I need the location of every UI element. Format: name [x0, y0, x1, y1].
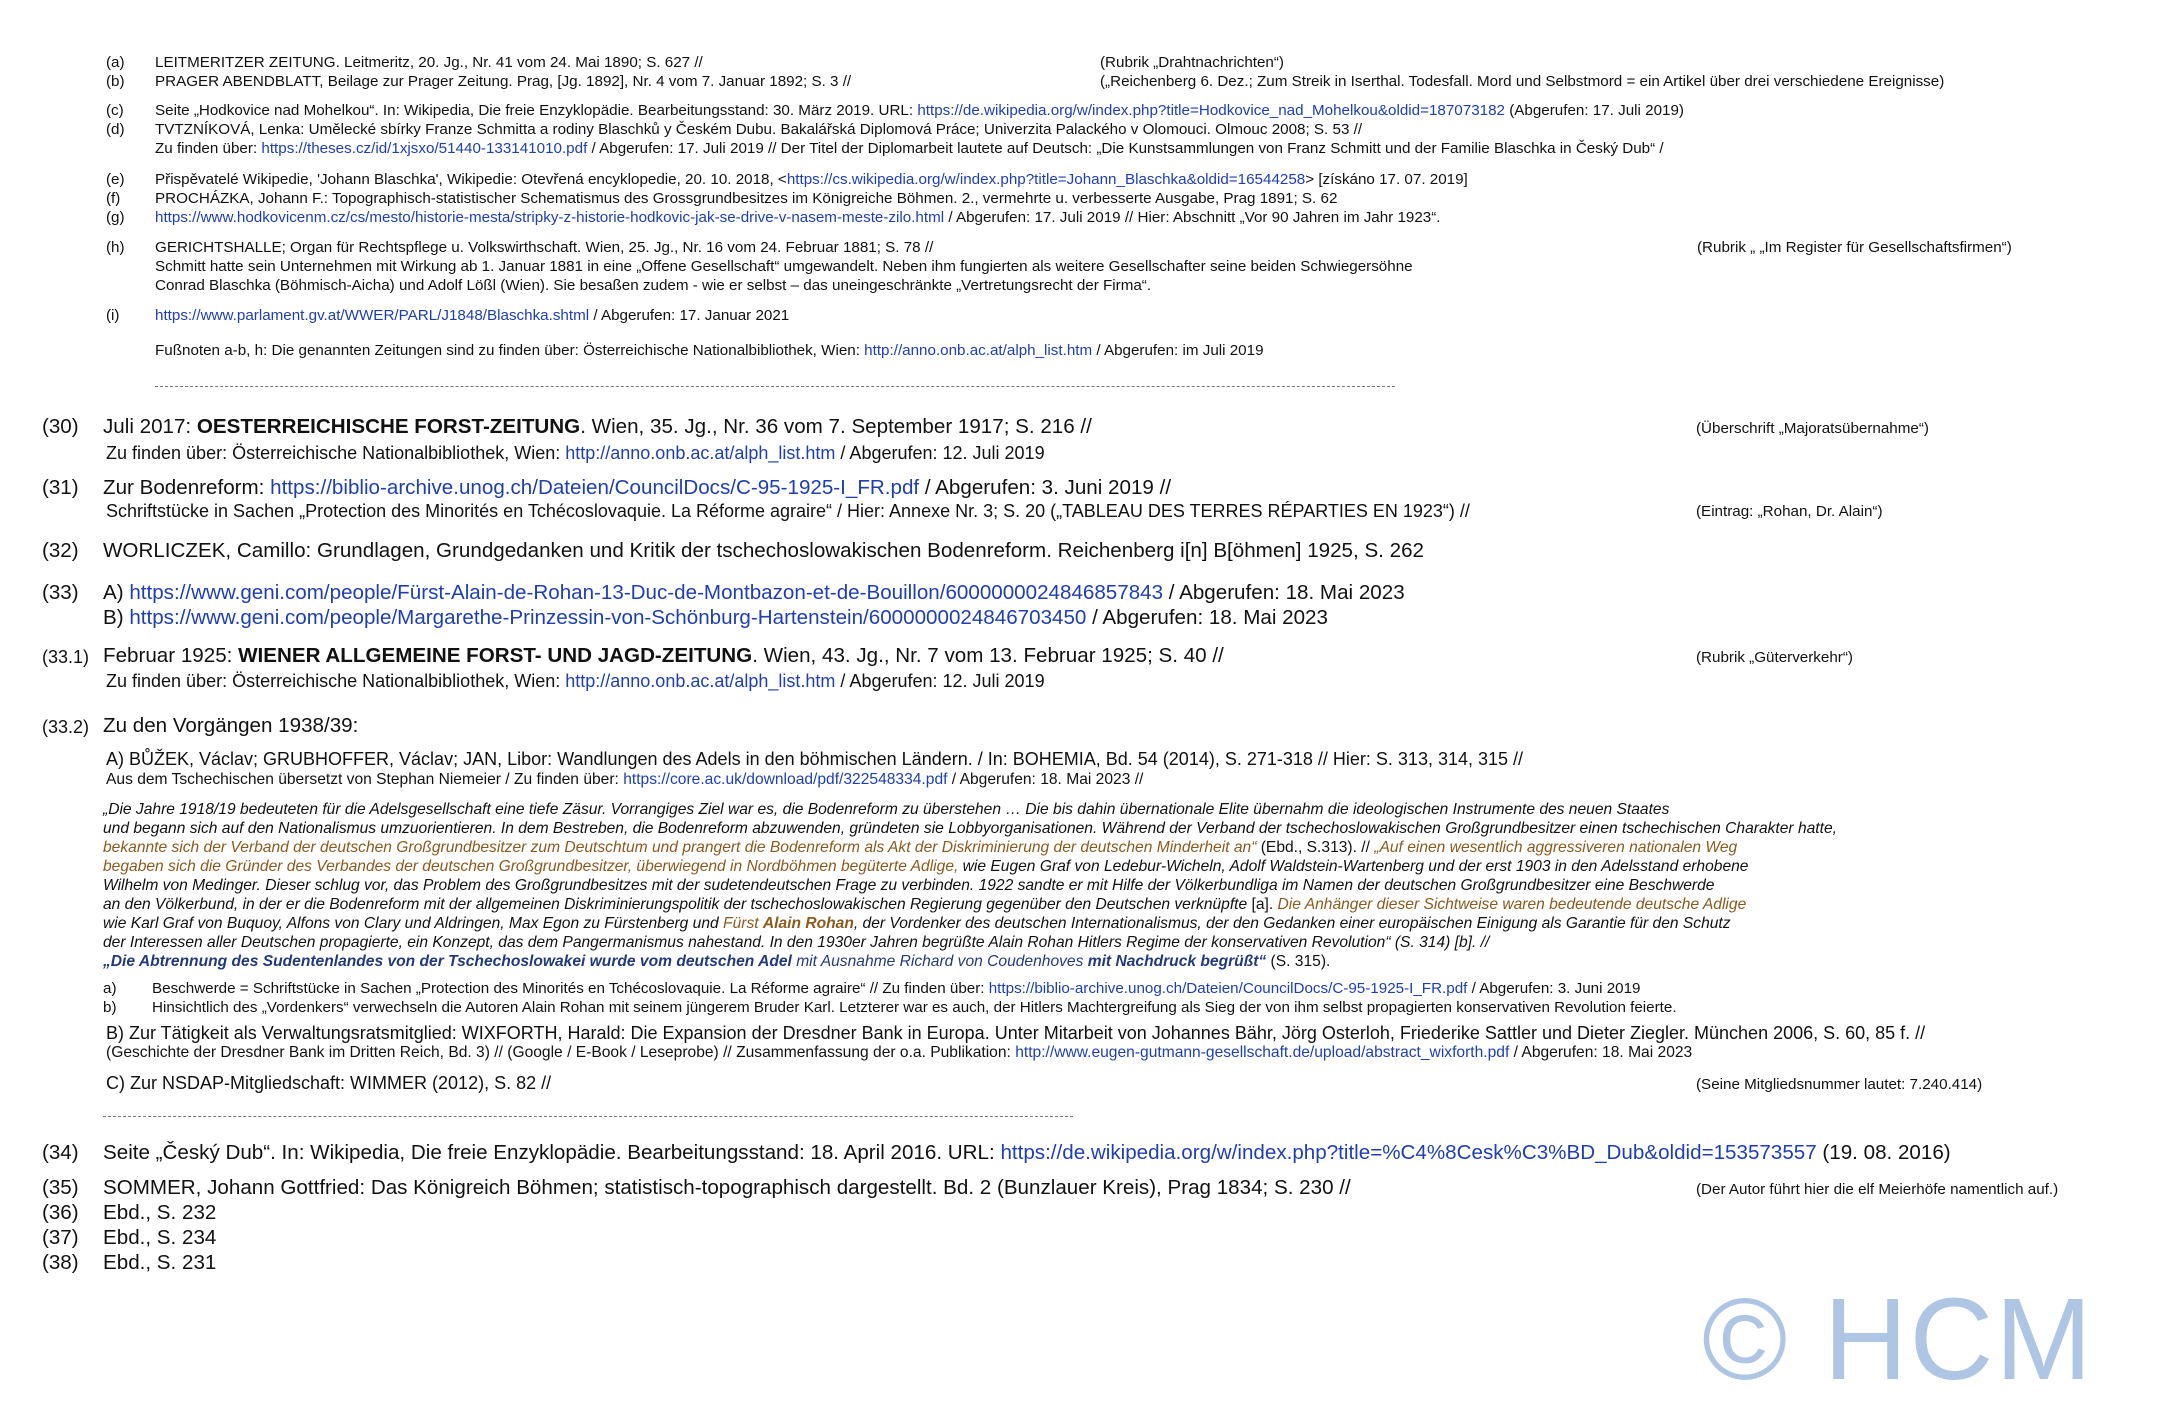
quote-line: [103, 838, 1737, 857]
label-d: (d): [106, 121, 125, 138]
label-b: (b): [106, 73, 125, 90]
entry-33-1-note: (Rubrik „Güterverkehr“): [1696, 649, 1853, 666]
footnote-label-b: b): [103, 999, 117, 1016]
entry-33-b-post: / Abgerufen: 18. Mai 2023: [1086, 606, 1328, 629]
quote-line: und begann sich auf den Nationalismus umzuorientieren. In dem Bestreben, die Bodenreform abzuwenden, gründeten sie Lobbyorganisationen. Während der Verband der tschechoslowakischen Großgrundbesitzer einen tschechischen Charakter hatte,: [103, 820, 1837, 837]
label-c: (c): [106, 102, 124, 119]
entry-33-a-pre: A): [103, 581, 130, 604]
text-h-1: GERICHTSHALLE; Organ für Rechtspflege u. Volkswirthschaft. Wien, 25. Jg., Nr. 16 vom 24. Februar 1881; S. 78 //: [155, 239, 934, 256]
text-i: [155, 306, 789, 325]
entry-30-note: (Überschrift „Majoratsübernahme“): [1696, 420, 1929, 437]
quote-highlight: Fürst: [723, 915, 763, 932]
link-d[interactable]: https://theses.cz/id/1xjsxo/51440-133141010.pdf: [261, 140, 588, 157]
text-h-2: Schmitt hatte sein Unternehmen mit Wirkung ab 1. Januar 1881 in eine „Offene Gesellschaft“ umgewandelt. Neben ihm fungierten als weitere Gesellschafter seine beiden Schwiegersöhne: [155, 258, 1413, 275]
footnote-a-post: / Abgerufen: 3. Juni 2019: [1467, 980, 1641, 997]
entry-33-1-line: [103, 643, 1224, 669]
entry-number: (34): [42, 1141, 79, 1164]
text-c: [155, 101, 1684, 120]
text-c-pre: Seite „Hodkovice nad Mohelkou“. In: Wikipedia, Die freie Enzyklopädie. Bearbeitungsstand: 30. März 2019. URL:: [155, 102, 918, 119]
entry-number: (32): [42, 539, 79, 562]
entry-34-line: [103, 1140, 1951, 1166]
entry-33-1-pre: Februar 1925:: [103, 644, 239, 667]
entry-36-text: Ebd., S. 232: [103, 1201, 217, 1224]
quote-ref: [a].: [1247, 896, 1278, 913]
entry-30-line: [103, 414, 1092, 440]
divider-top: [155, 386, 1395, 387]
entry-number: (35): [42, 1176, 79, 1199]
quote-name: Alain Rohan: [762, 915, 854, 932]
entry-33-2-A-sub-pre: Aus dem Tschechischen übersetzt von Stephan Niemeier / Zu finden über:: [106, 771, 624, 788]
entry-33-2-A: A) BŮŽEK, Václav; GRUBHOFFER, Václav; JAN, Libor: Wandlungen des Adels in den böhmischen Ländern. / In: BOHEMIA, Bd. 54 (2014), S. 271-318 // Hier: S. 313, 314, 315 //: [106, 749, 1524, 769]
quote-ref: (S. 315).: [1266, 953, 1331, 970]
sources-text: [155, 341, 1264, 360]
entry-number: (33.2): [42, 717, 90, 737]
entry-30-journal: OESTERREICHISCHE FORST-ZEITUNG: [196, 415, 581, 438]
quote-line: [103, 914, 1731, 933]
quote-bold: mit Nachdruck begrüßt“: [1087, 953, 1267, 970]
entry-number: (38): [42, 1251, 79, 1274]
entry-33-1-link[interactable]: http://anno.onb.ac.at/alph_list.htm: [565, 671, 836, 691]
footnote-a-link[interactable]: https://biblio-archive.unog.ch/Dateien/CouncilDocs/C-95-1925-I_FR.pdf: [988, 980, 1468, 997]
text-h-3: Conrad Blaschka (Böhmisch-Aicha) und Adolf Lößl (Wien). Sie besaßen zudem - wie er selbst – das uneingeschränkte „Vertretungsrecht der Firma“.: [155, 277, 1152, 294]
footnote-a-text: [152, 979, 1641, 998]
entry-33-1-sub-pre: Zu finden über: Österreichische Nationalbibliothek, Wien:: [106, 671, 566, 691]
entry-33-b-link[interactable]: https://www.geni.com/people/Margarethe-Prinzessin-von-Schönburg-Hartenstein/6000000024846703450: [129, 606, 1087, 629]
text-e-pre: Přispěvatelé Wikipedie, 'Johann Blaschka', Wikipedie: Otevřená encyklopedie, 20. 10. 2018, <: [155, 171, 787, 188]
quote-line: [103, 857, 1748, 876]
link-i[interactable]: https://www.parlament.gv.at/WWER/PARL/J1848/Blaschka.shtml: [155, 307, 590, 324]
entry-37-text: Ebd., S. 234: [103, 1226, 217, 1249]
entry-33-2-A-sub: [106, 770, 1143, 789]
sources-pre: Fußnoten a-b, h: Die genannten Zeitungen sind zu finden über: Österreichische Nationalbibliothek, Wien:: [155, 342, 865, 359]
entry-33-2-B-sub-pre: (Geschichte der Dresdner Bank im Dritten Reich, Bd. 3) // (Google / E-Book / Leseprobe) // Zusammenfassung der o.a. Publikation:: [106, 1044, 1016, 1061]
text-a: LEITMERITZER ZEITUNG. Leitmeritz, 20. Jg., Nr. 41 vom 24. Mai 1890; S. 627 //: [155, 54, 703, 71]
label-e: (e): [106, 171, 125, 188]
text-i-post: / Abgerufen: 17. Januar 2021: [589, 307, 790, 324]
label-h: (h): [106, 239, 125, 256]
quote-highlight: bekannte sich der Verband der deutschen Großgrundbesitzer zum Deutschtum und prangert die Bodenreform als Akt der Diskriminierung der deutschen Minderheit an“: [103, 839, 1257, 856]
quote-text: wie Eugen Graf von Ledebur-Wicheln, Adolf Waldstein-Wartenberg und der erst 1903 in den Adelsstand erhobene: [958, 858, 1749, 875]
footnote-a-pre: Beschwerde = Schriftstücke in Sachen „Protection des Minorités en Tchécoslovaquie. La Réforme agraire“ // Zu finden über:: [152, 980, 989, 997]
sources-post: / Abgerufen: im Juli 2019: [1092, 342, 1264, 359]
quote-text: mit Ausnahme Richard von Coudenhoves: [791, 953, 1088, 970]
entry-33-2-C-note: (Seine Mitgliedsnummer lautet: 7.240.414): [1696, 1076, 1983, 1093]
entry-33-b: [103, 605, 1328, 631]
text-e-post: > [získáno 17. 07. 2019]: [1305, 171, 1468, 188]
entry-34-post: (19. 08. 2016): [1816, 1141, 1951, 1164]
entry-33-1-post: . Wien, 43. Jg., Nr. 7 vom 13. Februar 1925; S. 40 //: [752, 644, 1224, 667]
entry-30-sub-post: / Abgerufen: 12. Juli 2019: [835, 443, 1045, 463]
entry-33-2-A-sub-post: / Abgerufen: 18. Mai 2023 //: [947, 771, 1144, 788]
label-g: (g): [106, 209, 125, 226]
entry-34-pre: Seite „Český Dub“. In: Wikipedia, Die freie Enzyklopädie. Bearbeitungsstand: 18. April 2016. URL:: [103, 1141, 1001, 1164]
entry-35-text: SOMMER, Johann Gottfried: Das Königreich Böhmen; statistisch-topographisch dargestellt. Bd. 2 (Bunzlauer Kreis), Prag 1834; S. 230 //: [103, 1176, 1351, 1199]
entry-33-2-C: C) Zur NSDAP-Mitgliedschaft: WIMMER (2012), S. 82 //: [106, 1073, 552, 1093]
entry-31-note: (Eintrag: „Rohan, Dr. Alain“): [1696, 503, 1883, 520]
entry-33-2-B-sub: [106, 1043, 1692, 1062]
text-g-post: / Abgerufen: 17. Juli 2019 // Hier: Abschnitt „Vor 90 Jahren im Jahr 1923“.: [944, 209, 1441, 226]
link-g[interactable]: https://www.hodkovicenm.cz/cs/mesto/historie-mesta/stripky-z-historie-hodkovic-jak-se-drive-v-nasem-meste-zilo.html: [155, 209, 945, 226]
entry-30-pre: Juli 2017:: [103, 415, 197, 438]
quote-bold: „Die Abtrennung des Sudentenlandes von der Tschechoslowakei wurde vom deutschen Adel: [103, 953, 792, 970]
entry-33-1-sub: [106, 670, 1045, 693]
quote-highlight: begaben sich die Gründer des Verbandes der deutschen Großgrundbesitzer, überwiegend in Nordböhmen begüterte Adlige,: [103, 858, 959, 875]
entry-33-1-sub-post: / Abgerufen: 12. Juli 2019: [835, 671, 1045, 691]
entry-33-a-link[interactable]: https://www.geni.com/people/Fürst-Alain-de-Rohan-13-Duc-de-Montbazon-et-de-Bouillon/6000000024846857843: [129, 581, 1164, 604]
quote-line: „Die Jahre 1918/19 bedeuteten für die Adelsgesellschaft eine tiefe Zäsur. Vorrangiges Ziel war es, die Bodenreform zu überstehen … Die bis dahin übernationale Elite übernahm die ideologischen Instrumente des neuen Staates: [103, 801, 1670, 818]
entry-33-2-B: B) Zur Tätigkeit als Verwaltungsratsmitglied: WIXFORTH, Harald: Die Expansion der Dresdner Bank in Europa. Unter Mitarbeit von Johannes Bähr, Jörg Osterloh, Friederike Sattler und Dieter Ziegler. München 2006, S. 60, 85 f. //: [106, 1023, 1926, 1043]
text-g: [155, 208, 1441, 227]
entry-30-sub-pre: Zu finden über: Österreichische Nationalbibliothek, Wien:: [106, 443, 566, 463]
entry-34-link[interactable]: https://de.wikipedia.org/w/index.php?title=%C4%8Cesk%C3%BD_Dub&oldid=153573557: [1000, 1141, 1817, 1164]
link-c[interactable]: https://de.wikipedia.org/w/index.php?title=Hodkovice_nad_Mohelkou&oldid=187073182: [917, 102, 1505, 119]
entry-33-1-journal: WIENER ALLGEMEINE FORST- UND JAGD-ZEITUNG: [238, 644, 753, 667]
note-b: („Reichenberg 6. Dez.; Zum Streik in Iserthal. Todesfall. Mord und Selbstmord = ein Artikel über drei verschiedene Ereignisse): [1100, 73, 1945, 90]
entry-33-2-B-sub-post: / Abgerufen: 18. Mai 2023: [1509, 1044, 1693, 1061]
quote-line: der Interessen aller Deutschen propagierte, ein Konzept, das dem Pangermanismus nahestand. In den 1930er Jahren begrüßte Alain Rohan Hitlers Regime der konservativen Revolution“ (S. 314) [b]. //: [103, 934, 1490, 951]
quote-line: Wilhelm von Medinger. Dieser schlug vor, das Problem des Großgrundbesitzes mit der sudetendeutschen Frage zu verbinden. 1922 sandte er mit Hilfe der Völkerbundliga im Namen der deutschen Großgrundbesitzer eine Beschwerde: [103, 877, 1715, 894]
text-d-sub-pre: Zu finden über:: [155, 140, 262, 157]
text-c-post: (Abgerufen: 17. Juli 2019): [1504, 102, 1684, 119]
entry-30-sub: [106, 442, 1045, 465]
entry-31-sub: Schriftstücke in Sachen „Protection des Minorités en Tchécoslovaquie. La Réforme agraire“ / Hier: Annexe Nr. 3; S. 20 („TABLEAU DES TERRES RÉPARTIES EN 1923“) //: [106, 501, 1470, 521]
quote-text: wie Karl Graf von Buquoy, Alfons von Clary und Aldringen, Max Egon zu Fürstenberg und: [103, 915, 724, 932]
quote-highlight: Die Anhänger dieser Sichtweise waren bedeutende deutsche Adlige: [1277, 896, 1747, 913]
quote-line: [103, 952, 1330, 971]
note-a: (Rubrik „Drahtnachrichten“): [1100, 54, 1284, 71]
entry-31-post: / Abgerufen: 3. Juni 2019 //: [919, 476, 1172, 499]
entry-32-text: WORLICZEK, Camillo: Grundlagen, Grundgedanken und Kritik der tschechoslowakischen Bodenreform. Reichenberg i[n] B[öhmen] 1925, S. 262: [103, 539, 1424, 562]
entry-33-b-pre: B): [103, 606, 130, 629]
link-e[interactable]: https://cs.wikipedia.org/w/index.php?title=Johann_Blaschka&oldid=16544258: [786, 171, 1306, 188]
sources-link[interactable]: http://anno.onb.ac.at/alph_list.htm: [864, 342, 1093, 359]
entry-number: (33.1): [42, 647, 90, 667]
entry-31-line: [103, 475, 1171, 501]
note-h: (Rubrik „ „Im Register für Gesellschaftsfirmen“): [1697, 239, 2012, 256]
entry-35-note: (Der Autor führt hier die elf Meierhöfe namentlich auf.): [1696, 1181, 2059, 1198]
entry-number: (36): [42, 1201, 79, 1224]
text-e: [155, 170, 1468, 189]
quote-ref: (Ebd., S.313). //: [1256, 839, 1375, 856]
entry-31-link[interactable]: https://biblio-archive.unog.ch/Dateien/CouncilDocs/C-95-1925-I_FR.pdf: [270, 476, 920, 499]
text-f: PROCHÁZKA, Johann F.: Topographisch-statistischer Schematismus des Grossgrundbesitzes im Königreiche Böhmen. 2., vermehrte u. verbesserte Ausgabe, Prag 1891; S. 62: [155, 190, 1338, 207]
footnote-b-text: Hinsichtlich des „Vordenkers“ verwechseln die Autoren Alain Rohan mit seinem jüngerem Bruder Karl. Letzterer war es auch, der Hitlers Machtergreifung als Sieg der von ihm selbst propagierten konservativen Revolution feierte.: [152, 999, 1677, 1016]
entry-30-link[interactable]: http://anno.onb.ac.at/alph_list.htm: [565, 443, 836, 463]
entry-33-2-title: Zu den Vorgängen 1938/39:: [103, 714, 359, 737]
entry-number: (37): [42, 1226, 79, 1249]
divider-bottom: [103, 1116, 1073, 1117]
text-d: TVTZNÍKOVÁ, Lenka: Umělecké sbírky Franze Schmitta a rodiny Blaschků y Českém Dubu. Bakalářská Diplomová Práce; Univerzita Palackého v Olomouci. Olmouc 2008; S. 53 //: [155, 121, 1363, 138]
text-b: PRAGER ABENDBLATT, Beilage zur Prager Zeitung. Prag, [Jg. 1892], Nr. 4 vom 7. Januar 1892; S. 3 //: [155, 73, 852, 90]
entry-33-a-post: / Abgerufen: 18. Mai 2023: [1163, 581, 1405, 604]
entry-number: (31): [42, 476, 79, 499]
entry-38-text: Ebd., S. 231: [103, 1251, 217, 1274]
label-i: (i): [106, 307, 120, 324]
label-f: (f): [106, 190, 121, 207]
entry-33-2-B-link[interactable]: http://www.eugen-gutmann-gesellschaft.de/upload/abstract_wixforth.pdf: [1015, 1044, 1510, 1061]
footnote-label-a: a): [103, 980, 117, 997]
copyright-watermark: © HCM: [1702, 1274, 2094, 1404]
quote-text: an den Völkerbund, in der er die Bodenreform mit der allgemeinen Diskriminierungspolitik der tschechoslowakischen Regierung gegenüber den Deutschen verknüpfte: [103, 896, 1248, 913]
text-d-sub: [155, 139, 1664, 158]
entry-31-pre: Zur Bodenreform:: [103, 476, 271, 499]
quote-highlight: „Auf einen wesentlich aggressiveren nationalen Weg: [1374, 839, 1738, 856]
entry-number: (30): [42, 415, 79, 438]
quote-text: , der Vordenker des deutschen Internationalismus, der den Gedanken einer europäischen Einigung als Garantie für den Schutz: [853, 915, 1731, 932]
entry-33-2-A-link[interactable]: https://core.ac.uk/download/pdf/322548334.pdf: [623, 771, 948, 788]
entry-33-a: [103, 580, 1405, 606]
text-d-sub-post: / Abgerufen: 17. Juli 2019 // Der Titel der Diplomarbeit lautete auf Deutsch: „Die Kunstsammlungen von Franz Schmitt und der Familie Blaschka in Český Dub“ /: [587, 140, 1664, 157]
quote-line: [103, 895, 1746, 914]
label-a: (a): [106, 54, 125, 71]
entry-30-post: . Wien, 35. Jg., Nr. 36 vom 7. September 1917; S. 216 //: [580, 415, 1092, 438]
entry-number: (33): [42, 581, 79, 604]
